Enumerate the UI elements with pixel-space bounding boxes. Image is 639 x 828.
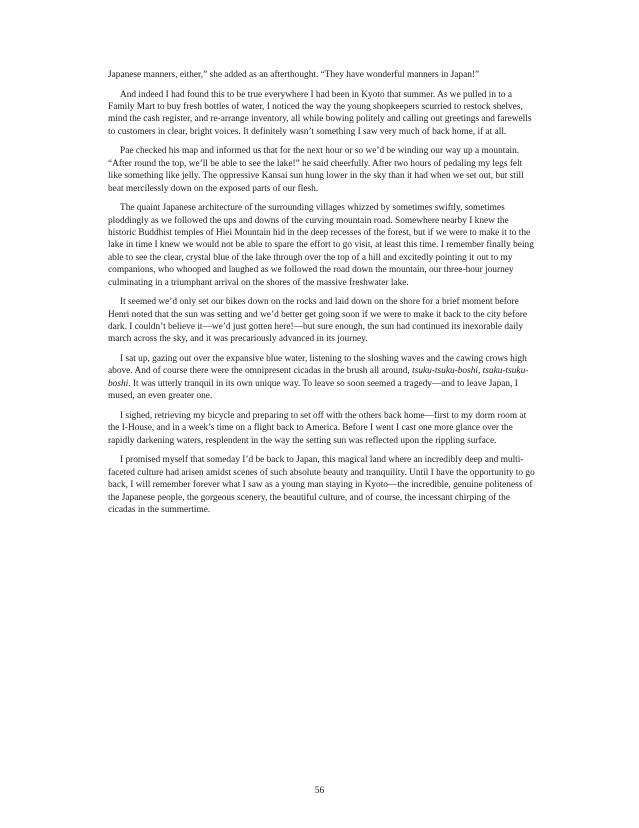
paragraph [108, 202, 538, 289]
text-run: I promised myself that someday I’d be back to Japan, this magical land where an incredibly deep and multi-faceted culture had arisen amidst scenes of such absolute beauty and tranquility. Until I have the opportunity to go back, I will remember forever what I saw as a young man staying in Kyoto—the incredible, genuine politeness of the Japanese people, the gorgeous scenery, the beautiful culture, and of course, the incessant chirping of the cicadas in the summertime. [108, 455, 535, 515]
page-number: 56 [314, 786, 325, 796]
paragraph [108, 89, 538, 139]
body-text [108, 69, 538, 524]
paragraph [108, 296, 538, 346]
text-run: I sat up, gazing out over the expansive blue water, listening to the sloshing waves and the cawing crows high above. And of course there were the omnipresent cicadas in the brush all around, [108, 354, 527, 377]
text-run: I sighed, retrieving my bicycle and preparing to set off with the others back home—first to my dorm room at the I-House, and in a week’s time on a flight back to America. Before I went I cast one more glance over the rapidly darkening waters, resplendent in the way the setting sun was reflected upon the rippling surface. [108, 410, 527, 446]
text-run: It seemed we’d only set our bikes down on the rocks and laid down on the shore for a brief moment before Henri noted that the sun was setting and we’d better get going soon if we were to make it back to the city before dark. I couldn’t believe it—we’d just gotten here!—but sure enough, the sun had continued its inexorable daily march across the sky, and it was precariously advanced in its journey. [108, 297, 528, 345]
text-run: Pae checked his map and informed us that for the next hour or so we’d be winding our way up a mountain. “After round the top, we’ll be able to see the lake!” he said cheerfully. After two hours of pedaling my legs felt like something like jelly. The oppressive Kansai sun hung lower in the sky than it had when we set out, but still beat mercilessly down on the exposed parts of our flesh. [108, 146, 524, 194]
text-run: . It was utterly tranquil in its own unique way. To leave so soon seemed a tragedy—and to leave Japan, I mused, an even greater one. [108, 378, 518, 402]
paragraph [108, 410, 538, 447]
paragraph [108, 353, 538, 403]
text-run: And indeed I had found this to be true everywhere I had been in Kyoto that summer. As we pulled in to a Family Mart to buy fresh bottles of water, I noticed the way the young shopkeepers scurried to restock shelves, mind the cash register, and re-arrange inventory, all while bowing politely and calling out greetings and farewells to customers in clear, bright voices. It definitely wasn’t something I saw very much of back home, if at all. [108, 89, 532, 137]
paragraph [108, 145, 538, 195]
paragraph [108, 69, 538, 81]
paragraph [108, 454, 538, 516]
italic-text-run: tsuku-tsuku-boshi, tsuku-tsuku-boshi [108, 366, 529, 389]
text-run: The quaint Japanese architecture of the surrounding villages whizzed by sometimes swiftly, sometimes ploddingly as we followed the ups and downs of the curving mountain road. Somewhere nearby I knew the historic Buddhist temples of Hiei Mountain hid in the deep recesses of the forest, but if we were to make it to the lake in time I knew we would not be able to spare the effort to go visit, at least this time. I remember finally being able to see the clear, crystal blue of the lake through over the top of a hill and excitedly pointing it out to my companions, who whooped and laughed as we followed the road down the mountain, our three-hour journey culminating in a triumphant arrival on the shores of the massive freshwater lake. [108, 203, 534, 288]
text-run: Japanese manners, either,” she added as an afterthought. “They have wonderful manners in Japan!” [108, 70, 480, 80]
